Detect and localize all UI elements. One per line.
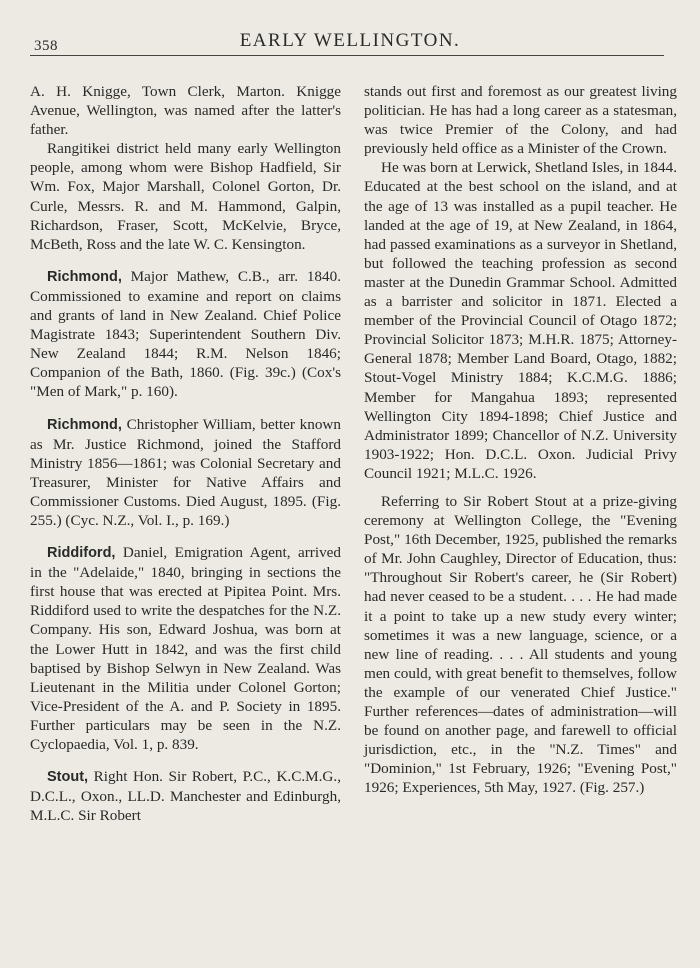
paragraph-text: stands out first and foremost as our greatest living politician. He has had a long career as a statesman, was twice Premier of the Colony, and had previously held office as a Minister of the Crown.	[364, 83, 677, 158]
paragraph-text: A. H. Knigge, Town Clerk, Marton. Knigge Avenue, Wellington, was named after the latter's father.	[30, 83, 341, 139]
entry-richmond-christopher	[30, 415, 341, 531]
entry-text: Right Hon. Sir Robert, P.C., K.C.M.G., D.C.L., Oxon., LL.D. Manchester and Edinburgh, M.L.C. Sir Robert	[30, 768, 341, 825]
entry-headword: Stout,	[47, 769, 89, 786]
paragraph-stout-continued	[364, 82, 677, 158]
paragraph-rangitikei	[30, 139, 341, 254]
entry-richmond-mathew	[30, 267, 341, 402]
entry-headword: Richmond,	[47, 416, 122, 433]
paragraph-text: He was born at Lerwick, Shetland Isles, in 1844. Educated at the best school on the island, and at the age of 13 was installed as a pupil teacher. He landed at the age of 19, at New Zealand, in 1864, had passed examinations as a surveyor in Shetland, but followed the teaching profession as second master at the Dunedin Grammar School. Admitted as a barrister and solicitor in 1871. Elected a member of the Provincial Council of Otago 1872; Provincial Solicitor 1873; M.H.R. 1875; Attorney-General 1878; Member Land Board, Otago, 1882; Stout-Vogel Ministry 1884; K.C.M.G. 1886; Member for Mangahua 1893; represented Wellington City 1894-1898; Chief Justice and Administrator 1899; Chancellor of N.Z. University 1903-1922; Hon. D.C.L. Oxon. Judicial Privy Council 1921; M.L.C. 1926.	[364, 159, 677, 482]
running-title: EARLY WELLINGTON.	[239, 30, 461, 51]
paragraph-text: Rangitikei district held many early Wellington people, among whom were Bishop Hadfield, Sir Wm. Fox, Major Marshall, Colonel Gorton, Dr. Curle, Messrs. R. and M. Hammond, Galpin, Richardson, Fraser, Scott, McKelvie, Bryce, McBeth, Ross and the late W. C. Kensington.	[30, 140, 341, 253]
left-column	[30, 82, 341, 825]
page-number: 358	[34, 38, 58, 54]
entry-headword: Richmond,	[47, 268, 122, 285]
entry-text: Daniel, Emigration Agent, arrived in the "Adelaide," 1840, bringing in sections the first house that was erected at Pipitea Point. Mrs. Riddiford used to write the despatches for the N.Z. Company. His son, Edward Joshua, was born at the Lower Hutt in 1842, and was the first child baptised by Bishop Selwyn in New Zealand. Was Lieutenant in the Militia under Colonel Gorton; Vice-President of the A. and P. Society in 1895. Further particulars may be seen in the N.Z. Cyclopaedia, Vol. 1, p. 839.	[30, 544, 341, 753]
entry-headword: Riddiford,	[47, 545, 116, 562]
paragraph-stout-tribute	[364, 492, 677, 798]
entry-text: Major Mathew, C.B., arr. 1840. Commissioned to examine and report on claims and grants of land in New Zealand. Chief Police Magistrate 1843; Superintendent Southern Div. New Zealand 1844; R.M. Nelson 1846; Companion of the Bath, 1860. (Fig. 39c.) (Cox's "Men of Mark," p. 160).	[30, 267, 341, 401]
paragraph-knigge	[30, 82, 341, 139]
entry-riddiford	[30, 543, 341, 754]
header-rule	[30, 55, 664, 56]
entry-stout	[30, 767, 341, 825]
entry-text: Christopher William, better known as Mr. Justice Richmond, joined the Stafford Ministry 1856—1861; was Colonial Secretary and Treasurer, Minister for Native Affairs and Commissioner Customs. Died August, 1895. (Fig. 255.) (Cyc. N.Z., Vol. I., p. 169.)	[30, 415, 341, 529]
paragraph-stout-biography	[364, 158, 677, 483]
right-column	[364, 82, 677, 797]
paragraph-text: Referring to Sir Robert Stout at a prize-giving ceremony at Wellington College, the "Evening Post," 16th December, 1925, published the remarks of Mr. John Caughley, Director of Education, thus: "Throughout Sir Robert's career, he (Sir Robert) had never ceased to be a student. . . . He had made it a point to take up a new study every winter; sometimes it was a new language, science, or a new line of reading. . . . All students and young men could, with great benefit to themselves, follow the example of our venerated Chief Justice." Further references—dates of administration—will be found on another page, and farewell to official jurisdiction, etc., in the "N.Z. Times" and "Dominion," 1st February, 1926; "Evening Post," 1926; Experiences, 5th May, 1927. (Fig. 257.)	[364, 492, 677, 797]
